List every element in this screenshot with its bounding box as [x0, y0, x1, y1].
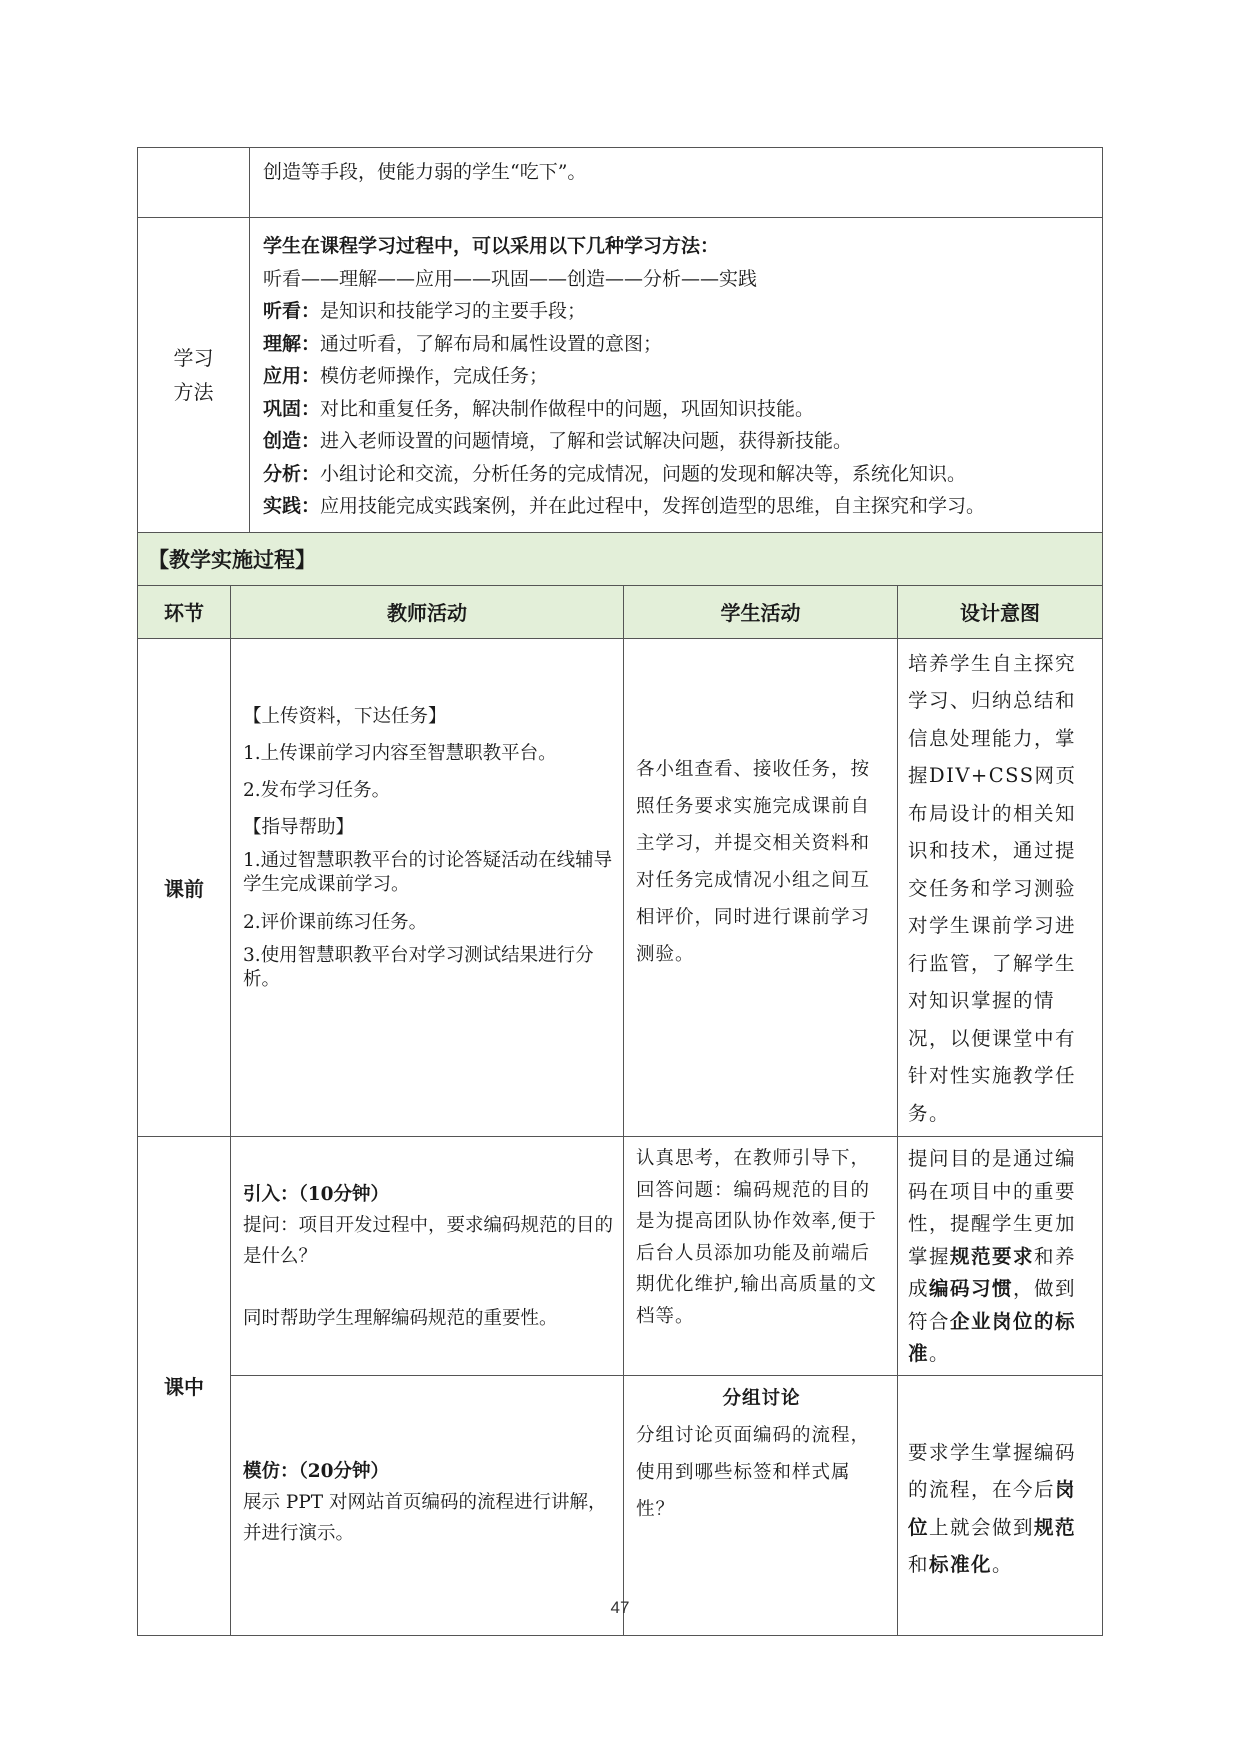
section-title: 【教学实施过程】: [138, 532, 1103, 585]
method-item: 巩固：对比和重复任务，解决制作做程中的问题，巩固知识技能。: [263, 397, 815, 420]
learning-methods-label: 学习 方法: [138, 218, 250, 533]
intro-teacher: 引入：（10分钟） 提问：项目开发过程中，要求编码规范的目的是什么？ 同时帮助学生理解编码规范的重要性。: [231, 1137, 624, 1376]
stage-pre-class: 课前: [138, 638, 231, 1137]
page-number: 47: [610, 1598, 630, 1617]
method-item: 理解：通过听看，了解布局和属性设置的意图；: [263, 332, 663, 355]
imitate-teacher: 模仿：（20分钟） 展示 PPT 对网站首页编码的流程进行讲解，并进行演示。: [231, 1375, 624, 1635]
header-teacher: 教师活动: [231, 585, 624, 638]
method-item: 创造：进入老师设置的问题情境，了解和尝试解决问题，获得新技能。: [263, 430, 853, 452]
in-class-imitate-row: [138, 1375, 1103, 1635]
intro-student: 认真思考，在教师引导下，回答问题：编码规范的目的是为提高团队协作效率,便于后台人员添加功能及前端后期优化维护,输出高质量的文档等。: [624, 1137, 898, 1376]
stage-in-class: 课中: [138, 1137, 231, 1636]
continuation-row: [138, 148, 1103, 218]
method-item: 应用：模仿老师操作，完成任务；: [263, 365, 549, 387]
imitate-design: 要求学生掌握编码的流程，在今后岗位上就会做到规范和标准化。: [898, 1375, 1103, 1635]
section-title-row: [138, 532, 1103, 585]
pre-class-row: [138, 638, 1103, 1137]
intro-design: 提问目的是通过编码在项目中的重要性，提醒学生更加掌握规范要求和养成编码习惯，做到符合企业岗位的标准。: [898, 1137, 1103, 1376]
header-design: 设计意图: [898, 585, 1103, 638]
teacher-heading: 【上传资料，下达任务】: [243, 705, 447, 727]
in-class-intro-row: [138, 1137, 1103, 1376]
methods-table: [137, 147, 1103, 533]
methods-intro: 学生在课程学习过程中，可以采用以下几种学习方法：: [263, 235, 720, 257]
imitate-student: 分组讨论 分组讨论页面编码的流程，使用到哪些标签和样式属性？: [624, 1375, 898, 1635]
empty-label-cell: [138, 148, 250, 218]
header-stage: 环节: [138, 585, 231, 638]
methods-chain: 听看——理解——应用——巩固——创造——分析——实践: [263, 267, 758, 290]
lesson-plan-page: [137, 147, 1102, 1636]
continuation-text: 创造等手段，使能力弱的学生“吃下”。: [250, 148, 1103, 218]
pre-class-design: 培养学生自主探究学习、归纳总结和信息处理能力，掌握DIV+CSS网页布局设计的相关知识和技术，通过提交任务和学习测验对学生课前学习进行监管，了解学生对知识掌握的情况，以便课堂中有针对性实施教学任务。: [898, 638, 1103, 1137]
method-item: 实践：应用技能完成实践案例，并在此过程中，发挥创造型的思维，自主探究和学习。: [263, 495, 986, 517]
teacher-heading: 【指导帮助】: [243, 816, 355, 838]
method-item: 分析：小组讨论和交流，分析任务的完成情况，问题的发现和解决等，系统化知识。: [263, 462, 967, 485]
process-table: [137, 532, 1103, 1636]
learning-methods-row: [138, 218, 1103, 533]
pre-class-student: 各小组查看、接收任务，按照任务要求实施完成课前自主学习，并提交相关资料和对任务完成情况小组之间互相评价，同时进行课前学习测验。: [624, 638, 898, 1137]
pre-class-teacher: 【上传资料，下达任务】 1.上传课前学习内容至智慧职教平台。 2.发布学习任务。 【指导帮助】 1.通过智慧职教平台的讨论答疑活动在线辅导学生完成课前学习。 2.评价课前练习任务。 3.使用智慧职教平台对学习测试结果进行分析。: [231, 638, 624, 1137]
header-student: 学生活动: [624, 585, 898, 638]
header-row: [138, 585, 1103, 638]
method-item: 听看：是知识和技能学习的主要手段；: [263, 300, 587, 322]
learning-methods-content: [250, 218, 1103, 533]
